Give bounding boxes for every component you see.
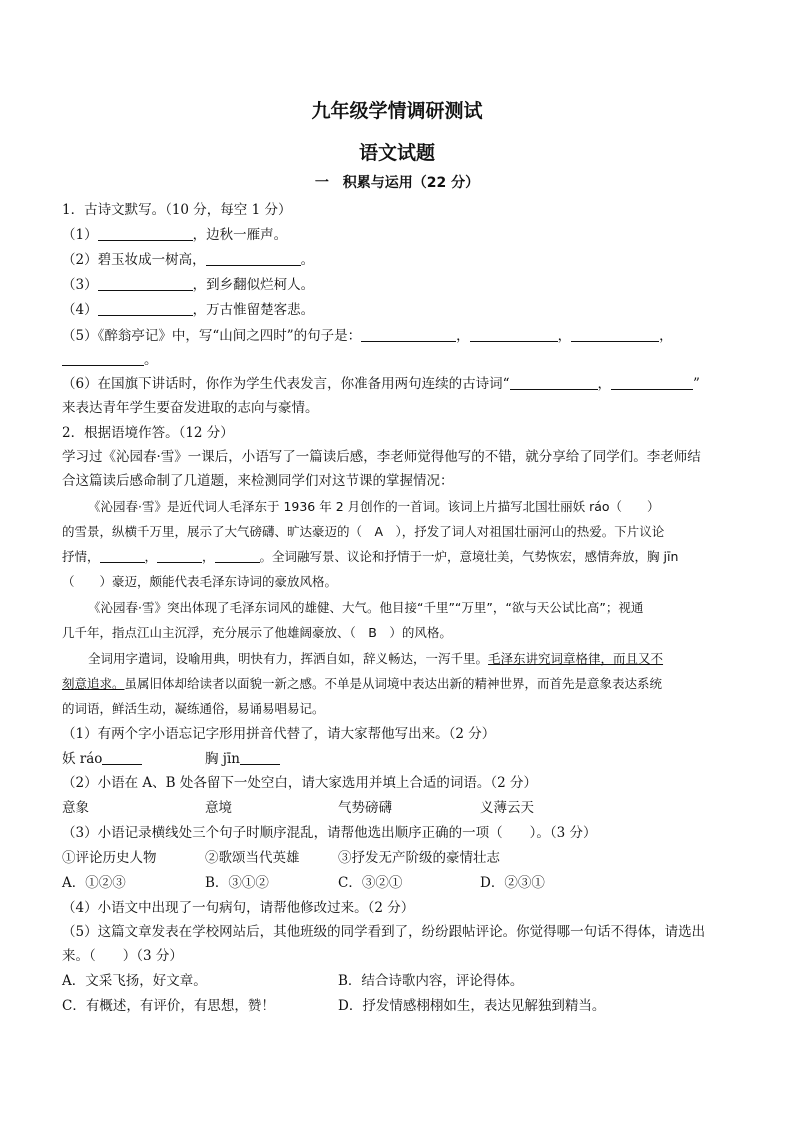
exam-subtitle: 语文试题 bbox=[358, 142, 435, 164]
passage-text: 。全词融写景、议论和抒情于一炉，意境壮美，气势恢宏，感情奔放，胸 jīn bbox=[259, 549, 679, 564]
q1-item-5-text: （5）《醉翁亭记》中，写“山间之四时”的句子是： bbox=[62, 328, 362, 344]
answer-blank[interactable] bbox=[510, 375, 598, 390]
answer-blank[interactable] bbox=[240, 750, 280, 765]
pinyin-label: 妖 ráo bbox=[62, 751, 103, 767]
choice-a[interactable]: A．文采飞扬，好文章。 bbox=[62, 973, 207, 989]
passage-text: 全词用字遣词，设喻用典，明快有力，挥洒自如，辞义畅达，一泻千里。 bbox=[88, 651, 489, 666]
q1-item-6-text: （6）在国旗下讲话时，你作为学生代表发言，你准备用两句连续的古诗词“ bbox=[62, 376, 510, 392]
choice-b[interactable]: B．③①② bbox=[205, 875, 269, 891]
passage-text: 虽属旧体却给读者以面貌一新之感。不单是从词境中表达出新的精神世界，而首先是意象表达系统 bbox=[124, 676, 663, 691]
answer-blank[interactable] bbox=[62, 351, 144, 366]
passage-line: 《沁园春·雪》突出体现了毛泽东词风的雄健、大气。他目接“千里”“万里”，“欲与天公试比高”；视通 bbox=[88, 600, 644, 615]
choice-a[interactable]: A．①②③ bbox=[62, 875, 126, 891]
answer-blank[interactable] bbox=[611, 375, 693, 390]
q1-item-4-text: ，万古惟留楚客悲。 bbox=[192, 302, 315, 318]
passage-line: 的雪景，纵横千万里，展示了大气磅礴、旷达豪迈的（ A ），抒发了词人对祖国壮丽河山的热爱。下片议论 bbox=[62, 524, 665, 539]
comma: ， bbox=[659, 328, 673, 344]
q1-item-2 bbox=[62, 250, 734, 270]
q2-stem: 2．根据语境作答。（12 分） bbox=[62, 425, 234, 441]
q1-item-6-cont: 来表达青年学生要奋发进取的志向与豪情。 bbox=[62, 400, 319, 416]
exam-title: 九年级学情调研测试 bbox=[311, 100, 483, 122]
choice-c[interactable]: C．有概述，有评价，有思想，赞！ bbox=[62, 998, 275, 1014]
answer-blank[interactable] bbox=[157, 548, 202, 563]
q1-stem: 1．古诗文默写。（10 分，每空 1 分） bbox=[62, 202, 292, 218]
passage-line: 抒情， ， ， 。全词融写景、议论和抒情于一炉，意境壮美，气势恢宏，感情奔放，胸 jīn bbox=[62, 549, 679, 564]
comma: ， bbox=[557, 328, 572, 344]
q1-item-2-text: （2）碧玉妆成一树高， bbox=[62, 252, 206, 268]
word-option: 意境 bbox=[205, 800, 232, 816]
passage-line: （ ）豪迈，颇能代表毛泽东诗词的豪放风格。 bbox=[62, 574, 338, 589]
answer-blank[interactable] bbox=[100, 548, 145, 563]
q1-item-3-label: （3） bbox=[62, 277, 98, 293]
sentence-item: ③抒发无产阶级的豪情壮志 bbox=[338, 850, 500, 866]
answer-blank[interactable] bbox=[98, 276, 193, 291]
q1-item-5-end: 。 bbox=[144, 352, 158, 368]
passage-line bbox=[62, 674, 734, 694]
q1-item-4-label: （4） bbox=[62, 302, 98, 318]
answer-blank[interactable] bbox=[215, 548, 260, 563]
q2-intro-2: 合这篇读后感命制了几道题，来检测同学们对这节课的掌握情况： bbox=[62, 473, 454, 489]
underlined-sentence: 毛泽东讲究词章格律，而且又不 bbox=[488, 651, 664, 666]
sentence-item: ①评论历史人物 bbox=[62, 850, 157, 866]
passage-line bbox=[88, 649, 734, 669]
answer-blank[interactable] bbox=[98, 301, 193, 316]
pinyin-item-1 bbox=[62, 749, 142, 769]
q1-item-3-text: ，到乡翻似烂柯人。 bbox=[192, 277, 315, 293]
q2-sub-4: （4）小语文中出现了一句病句，请帮他修改过来。（2 分） bbox=[62, 900, 415, 916]
answer-blank[interactable] bbox=[361, 327, 456, 342]
choice-b[interactable]: B．结合诗歌内容，评论得体。 bbox=[338, 973, 524, 989]
choice-d[interactable]: D．抒发情感栩栩如生，表达见解独到精当。 bbox=[338, 998, 606, 1014]
passage-text: 抒情， bbox=[62, 549, 100, 564]
q2-sub-2: （2）小语在 A、B 处各留下一处空白，请大家选用并填上合适的词语。（2 分） bbox=[62, 775, 537, 791]
choice-c[interactable]: C．③②① bbox=[338, 875, 403, 891]
section-heading: 一 积累与运用（22 分） bbox=[314, 175, 480, 191]
passage-line: 《沁园春·雪》是近代词人毛泽东于 1936 年 2 月创作的一首词。该词上片描写北国壮丽妖 ráo（ ） bbox=[88, 499, 660, 514]
q2-intro-1: 学习过《沁园春·雪》一课后，小语写了一篇读后感，李老师觉得他写的不错，就分享给了同学们。李老师结 bbox=[62, 449, 701, 465]
q1-item-2-end: 。 bbox=[300, 252, 315, 268]
q1-item-1 bbox=[62, 225, 734, 245]
passage-line: 的词语，鲜活生动，凝练通俗，易诵易唱易记。 bbox=[62, 701, 325, 716]
q1-item-6 bbox=[62, 374, 734, 394]
choice-d[interactable]: D．②③① bbox=[480, 875, 545, 891]
answer-blank[interactable] bbox=[470, 327, 558, 342]
word-option: 意象 bbox=[62, 800, 89, 816]
passage-line: 几千年，指点江山主沉浮，充分展示了他雄阔豪放、（ B ）的风格。 bbox=[62, 625, 452, 640]
answer-blank[interactable] bbox=[571, 327, 659, 342]
sentence-item: ②歌颂当代英雄 bbox=[205, 850, 300, 866]
q1-item-3 bbox=[62, 275, 734, 295]
q1-item-1-label: （1） bbox=[62, 227, 98, 243]
q1-item-5 bbox=[62, 326, 734, 346]
answer-blank[interactable] bbox=[98, 226, 193, 241]
comma: ， bbox=[456, 328, 470, 344]
word-option: 气势磅礴 bbox=[338, 800, 392, 816]
word-option: 义薄云天 bbox=[480, 800, 534, 816]
pinyin-label: 胸 jīn bbox=[205, 751, 240, 767]
q2-sub-5: （5）这篇文章发表在学校网站后，其他班级的同学看到了，纷纷跟帖评论。你觉得哪一句话不得体，请选出 bbox=[62, 924, 706, 940]
quote-close: ” bbox=[693, 376, 700, 392]
q2-sub-1: （1）有两个字小语忘记字形用拼音代替了，请大家帮他写出来。（2 分） bbox=[62, 726, 496, 742]
comma: ， bbox=[597, 376, 611, 392]
q1-item-4 bbox=[62, 300, 734, 320]
q1-item-1-text: ，边秋一雁声。 bbox=[192, 227, 288, 243]
q1-item-5-cont bbox=[62, 350, 734, 370]
answer-blank[interactable] bbox=[102, 750, 142, 765]
answer-blank[interactable] bbox=[206, 251, 301, 266]
pinyin-item-2 bbox=[205, 749, 280, 769]
underlined-sentence: 刻意追求。 bbox=[62, 676, 125, 691]
q2-sub-5-cont: 来。（ ）（3 分） bbox=[62, 948, 183, 964]
q2-sub-3: （3）小语记录横线处三个句子时顺序混乱，请帮他选出顺序正确的一项（ ）。（3 分） bbox=[62, 825, 597, 841]
